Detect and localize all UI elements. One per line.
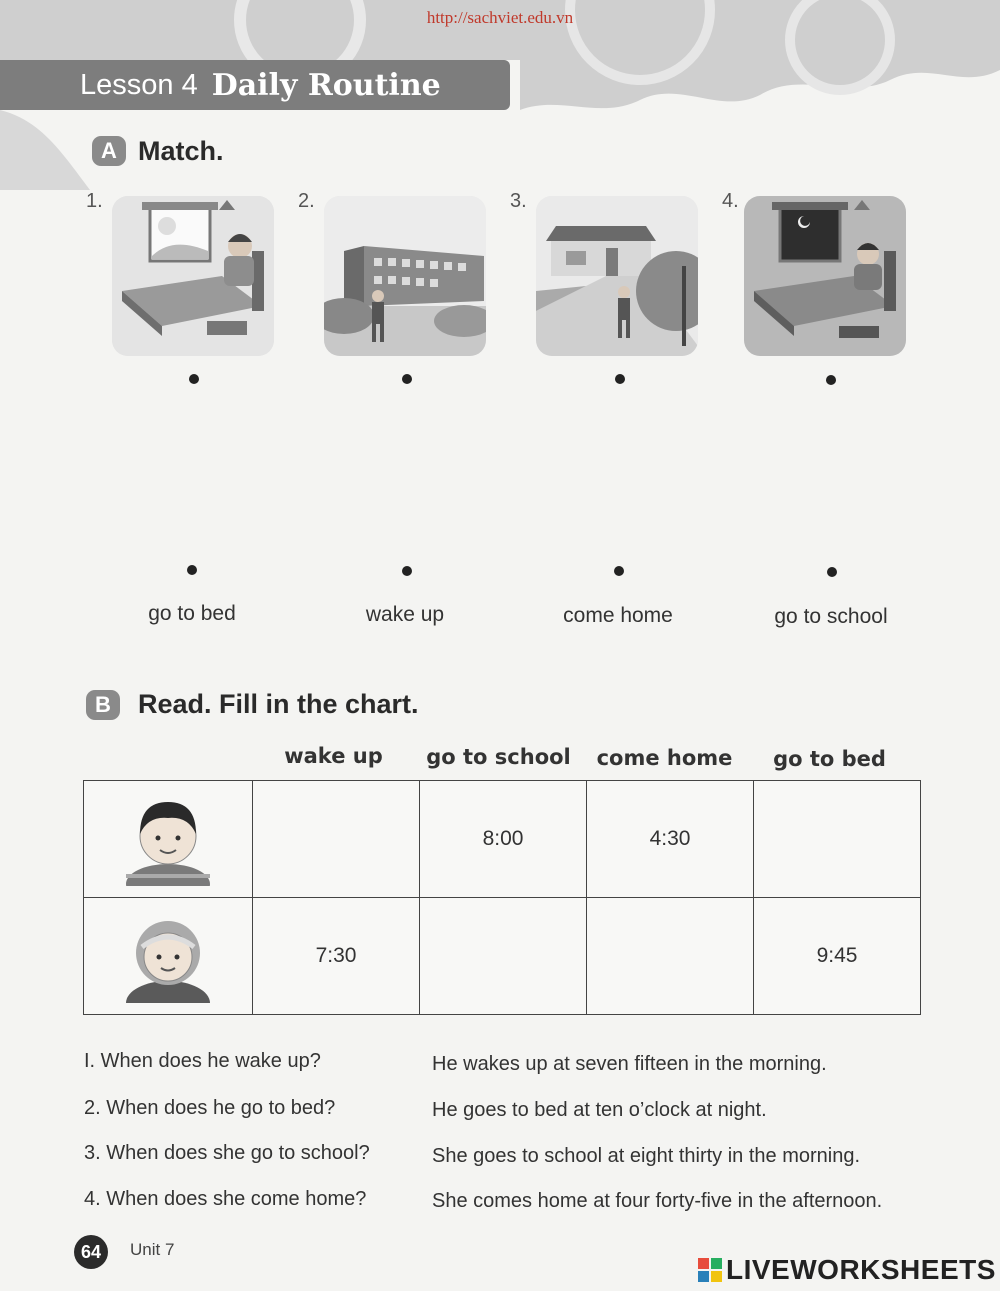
answer-2: He goes to bed at ten o’clock at night.: [432, 1099, 767, 1121]
column-header-come-home: come home: [596, 746, 733, 770]
match-dot-picture-1[interactable]: [189, 374, 199, 384]
lesson-number: Lesson 4: [80, 68, 198, 101]
go-to-bed-picture: [744, 196, 906, 356]
go-to-school-picture: [324, 196, 486, 356]
come-home-picture: [536, 196, 698, 356]
brand-name: LIVEWORKSHEETS: [726, 1254, 996, 1285]
cell-girl-come-home[interactable]: [587, 898, 754, 1015]
routine-chart: [83, 780, 921, 1015]
match-dot-picture-2[interactable]: [402, 374, 412, 384]
match-dot-label-1[interactable]: [187, 565, 197, 575]
website-url[interactable]: http://sachviet.edu.vn: [426, 8, 574, 27]
match-dot-picture-3[interactable]: [615, 374, 625, 384]
answer-1: He wakes up at seven fifteen in the morning.: [432, 1053, 827, 1075]
match-label-1: go to bed: [148, 602, 236, 625]
section-b-badge: B: [86, 690, 120, 720]
lesson-title: Daily Routine: [211, 67, 441, 103]
cell-girl-wake-up[interactable]: 7:30: [253, 898, 420, 1015]
wake-up-picture: [112, 196, 274, 356]
column-header-wake-up: wake up: [284, 744, 383, 768]
picture-number-1: 1.: [86, 190, 103, 212]
question-3: 3. When does she go to school?: [84, 1142, 370, 1164]
cell-boy-wake-up[interactable]: [253, 781, 420, 898]
liveworksheets-logo-icon: [698, 1258, 722, 1282]
match-dot-label-3[interactable]: [614, 566, 624, 576]
question-1: I. When does he wake up?: [84, 1050, 321, 1072]
cell-girl-go-to-school[interactable]: [420, 898, 587, 1015]
match-dot-label-4[interactable]: [827, 567, 837, 577]
cell-boy-go-to-bed[interactable]: [754, 781, 921, 898]
column-header-go-to-school: go to school: [426, 745, 571, 769]
cell-boy-go-to-school[interactable]: 8:00: [420, 781, 587, 898]
column-header-go-to-bed: go to bed: [773, 747, 886, 771]
match-label-3: come home: [563, 604, 673, 627]
match-label-4: go to school: [774, 605, 888, 628]
section-a-title: Match.: [138, 136, 224, 166]
table-row: [84, 898, 921, 1015]
question-4: 4. When does she come home?: [84, 1188, 367, 1210]
picture-number-3: 3.: [510, 190, 527, 212]
cell-girl-go-to-bed[interactable]: 9:45: [754, 898, 921, 1015]
picture-number-2: 2.: [298, 190, 315, 212]
picture-number-4: 4.: [722, 190, 739, 212]
page-number: 64: [74, 1235, 108, 1269]
answer-3: She goes to school at eight thirty in the morning.: [432, 1145, 861, 1167]
section-b-title: Read. Fill in the chart.: [138, 689, 419, 719]
girl-avatar: [84, 898, 253, 1015]
question-2: 2. When does he go to bed?: [84, 1097, 336, 1119]
match-dot-label-2[interactable]: [402, 566, 412, 576]
boy-avatar: [84, 781, 253, 898]
match-dot-picture-4[interactable]: [826, 375, 836, 385]
answer-4: She comes home at four forty-five in the afternoon.: [432, 1190, 883, 1212]
table-row: [84, 781, 921, 898]
cell-boy-come-home[interactable]: 4:30: [587, 781, 754, 898]
lesson-banner: [0, 60, 510, 110]
match-label-2: wake up: [365, 603, 445, 626]
brand-footer[interactable]: [698, 1254, 996, 1286]
section-a-badge: A: [92, 136, 126, 166]
unit-label: Unit 7: [130, 1240, 175, 1259]
